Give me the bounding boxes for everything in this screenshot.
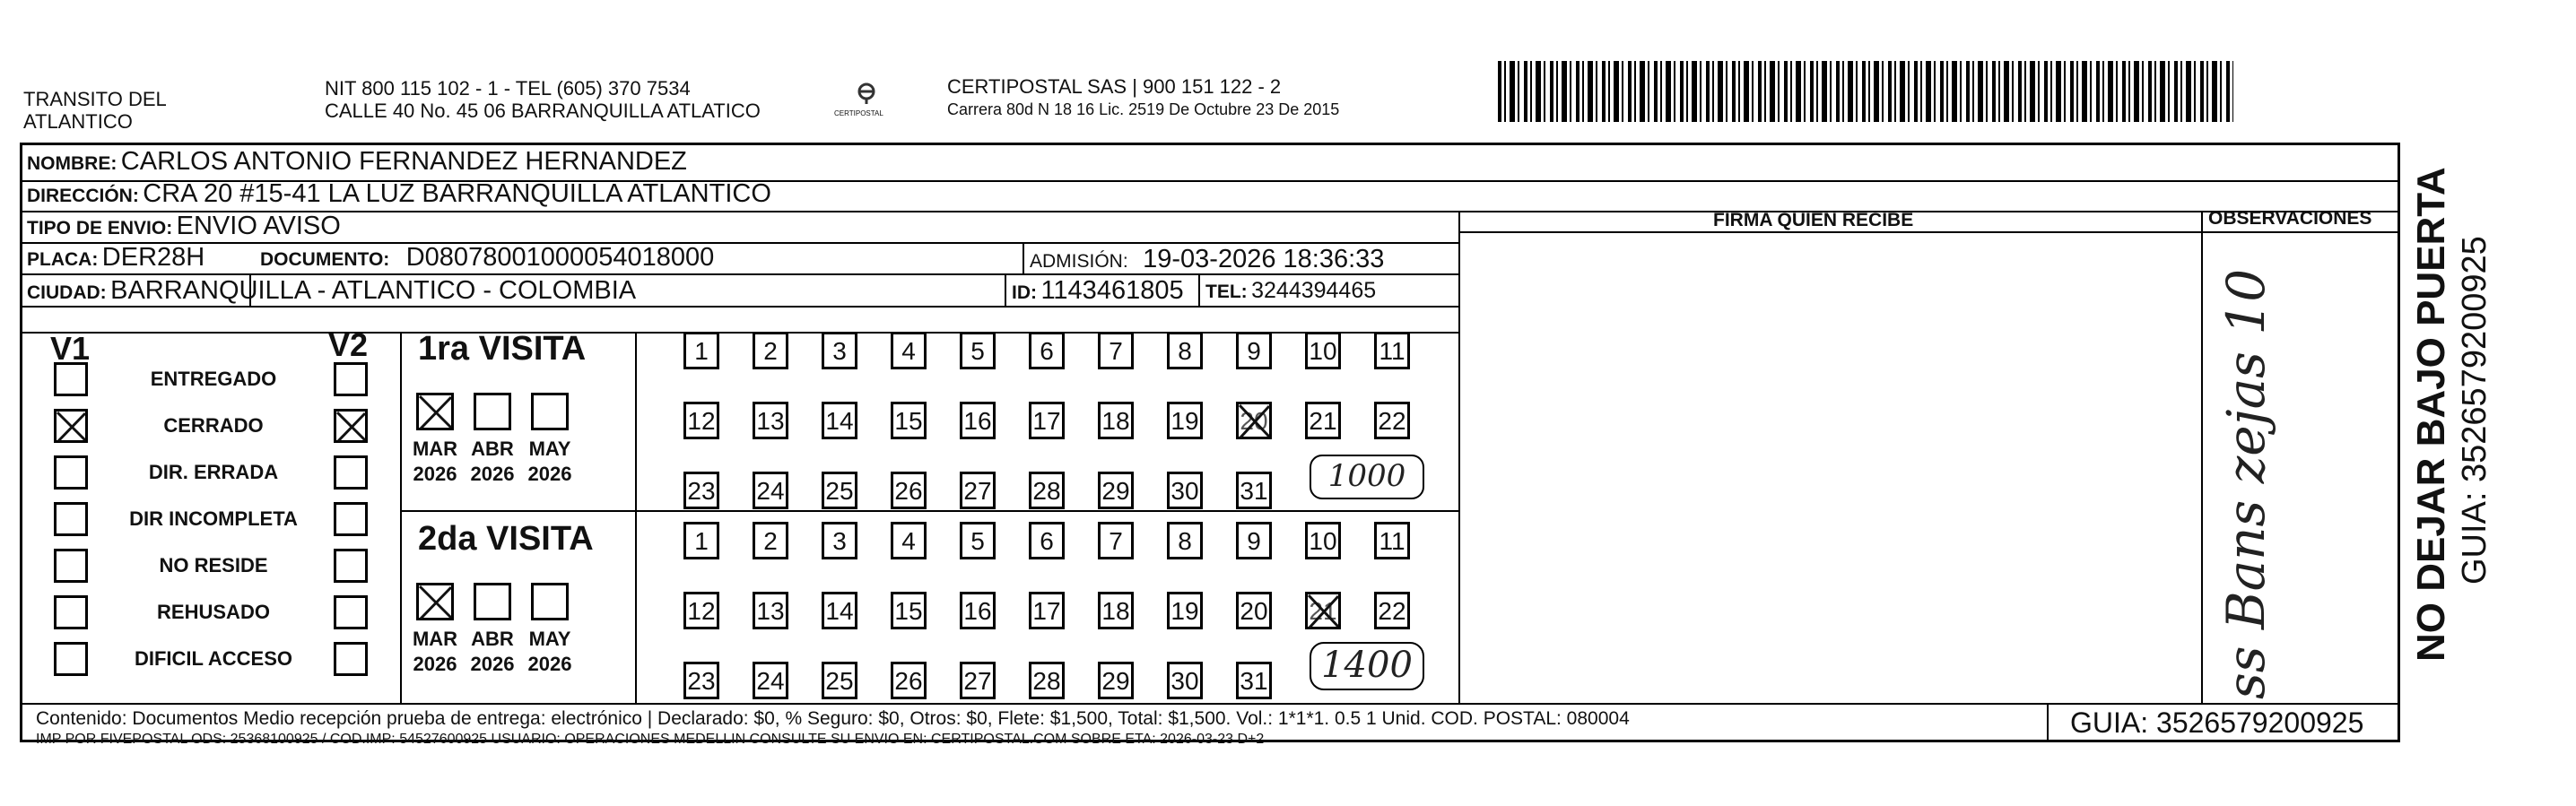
- name-row: NOMBRE: CARLOS ANTONIO FERNANDEZ HERNANDEZ: [27, 147, 687, 176]
- v2-checkbox[interactable]: [334, 409, 368, 443]
- visit1-time-handwritten: 1000: [1310, 455, 1424, 499]
- visit1-day-cell[interactable]: 9: [1236, 332, 1272, 369]
- visit2-day-cell[interactable]: 17: [1029, 592, 1065, 629]
- visit1-day-cell[interactable]: 20: [1236, 402, 1272, 439]
- visit2-month-label: MAR: [412, 628, 458, 650]
- recipient-name: CARLOS ANTONIO FERNANDEZ HERNANDEZ: [120, 147, 687, 176]
- admission-field: ADMISIÓN: 19-03-2026 18:36:33: [1030, 245, 1385, 273]
- visit2-day-cell[interactable]: 7: [1098, 522, 1134, 559]
- visit1-month-checkbox[interactable]: [531, 393, 569, 430]
- visit1-day-cell[interactable]: 16: [960, 402, 996, 439]
- visit1-day-cell[interactable]: 31: [1236, 472, 1272, 509]
- visit1-day-cell[interactable]: 27: [960, 472, 996, 509]
- visit1-day-cell[interactable]: 24: [753, 472, 788, 509]
- check-mark-icon: [417, 394, 455, 431]
- check-mark-icon: [55, 410, 89, 444]
- certipostal-logo: CERTIPOSTAL: [834, 77, 897, 122]
- v2-checkbox[interactable]: [334, 455, 368, 490]
- v1-checkbox[interactable]: [54, 595, 88, 629]
- v2-checkbox[interactable]: [334, 502, 368, 536]
- status-option-label: NO RESIDE: [159, 554, 268, 576]
- visit2-day-cell[interactable]: 28: [1029, 662, 1065, 699]
- visit2-day-cell[interactable]: 30: [1167, 662, 1203, 699]
- company-info: CERTIPOSTAL SAS | 900 151 122 - 2 Carrera 80d N 18 16 Lic. 2519 De Octubre 23 De 2015: [947, 75, 1340, 118]
- visit1-day-cell[interactable]: 11: [1374, 332, 1410, 369]
- visit2-day-cell[interactable]: 4: [891, 522, 927, 559]
- v1-label: V1: [50, 330, 91, 367]
- visit1-month-checkbox[interactable]: [416, 393, 454, 430]
- observations-handwritten: ss Bans zejas 10: [2215, 268, 2276, 699]
- visit1-day-cell[interactable]: 18: [1098, 402, 1134, 439]
- visit2-day-cell[interactable]: 14: [822, 592, 857, 629]
- plate-field: PLACA: DER28H: [27, 243, 205, 272]
- visit1-day-cell[interactable]: 10: [1305, 332, 1341, 369]
- visit1-day-cell[interactable]: 30: [1167, 472, 1203, 509]
- sender-name: TRANSITO DEL ATLANTICO: [23, 88, 167, 133]
- check-mark-icon: [1306, 593, 1342, 630]
- side-guia: GUIA: 3526579200925: [2456, 236, 2493, 585]
- visit2-day-cell[interactable]: 26: [891, 662, 927, 699]
- visit2-day-cell[interactable]: 13: [753, 592, 788, 629]
- status-option-label: ENTREGADO: [150, 368, 277, 390]
- barcode: [1498, 61, 2233, 122]
- visit1-day-cell[interactable]: 3: [822, 332, 857, 369]
- visit1-day-cell[interactable]: 12: [683, 402, 719, 439]
- visit1-day-cell[interactable]: 5: [960, 332, 996, 369]
- v1-checkbox[interactable]: [54, 549, 88, 583]
- visit1-year-label: 2026: [470, 463, 515, 485]
- visit1-month-label: ABR: [471, 438, 514, 460]
- check-mark-icon: [1237, 403, 1273, 440]
- visit1-month-label: MAR: [412, 438, 458, 460]
- recipient-address: CRA 20 #15-41 LA LUZ BARRANQUILLA ATLANTICO: [143, 179, 771, 208]
- visit2-year-label: 2026: [527, 653, 572, 675]
- visit1-day-cell[interactable]: 6: [1029, 332, 1065, 369]
- visit1-day-cell[interactable]: 8: [1167, 332, 1203, 369]
- check-mark-icon: [417, 584, 455, 621]
- no-dejar-warning: NO DEJAR BAJO PUERTA: [2409, 167, 2453, 662]
- visit1-day-cell[interactable]: 13: [753, 402, 788, 439]
- document-field: DOCUMENTO: D08078001000054018000: [260, 243, 715, 272]
- visit1-day-cell[interactable]: 17: [1029, 402, 1065, 439]
- visit2-day-cell[interactable]: 6: [1029, 522, 1065, 559]
- visit2-day-cell[interactable]: 5: [960, 522, 996, 559]
- visit2-day-cell[interactable]: 31: [1236, 662, 1272, 699]
- visit2-day-cell[interactable]: 24: [753, 662, 788, 699]
- v2-label: V2: [328, 326, 369, 363]
- visit2-year-label: 2026: [413, 653, 457, 675]
- visit1-day-cell[interactable]: 15: [891, 402, 927, 439]
- visit2-day-cell[interactable]: 9: [1236, 522, 1272, 559]
- visit1-year-label: 2026: [527, 463, 572, 485]
- visit1-day-cell[interactable]: 19: [1167, 402, 1203, 439]
- visit1-month-checkbox[interactable]: [474, 393, 511, 430]
- visit1-day-cell[interactable]: 26: [891, 472, 927, 509]
- sender-contact: NIT 800 115 102 - 1 - TEL (605) 370 7534 CALLE 40 No. 45 06 BARRANQUILLA ATLATICO: [325, 77, 761, 122]
- visit2-day-cell[interactable]: 18: [1098, 592, 1134, 629]
- visit1-day-cell[interactable]: 23: [683, 472, 719, 509]
- visit2-day-cell[interactable]: 23: [683, 662, 719, 699]
- visit2-day-cell[interactable]: 29: [1098, 662, 1134, 699]
- status-option-label: DIFICIL ACCESO: [134, 647, 292, 670]
- status-option-label: DIR INCOMPLETA: [129, 507, 298, 530]
- visit1-year-label: 2026: [413, 463, 457, 485]
- visit2-day-cell[interactable]: 25: [822, 662, 857, 699]
- visit2-title: 2da VISITA: [418, 520, 594, 558]
- visit2-month-checkbox[interactable]: [416, 583, 454, 620]
- check-mark-icon: [335, 410, 369, 444]
- v2-checkbox[interactable]: [334, 595, 368, 629]
- v2-checkbox[interactable]: [334, 362, 368, 396]
- observations-header: OBSERVACIONES: [2208, 208, 2372, 229]
- visit1-day-cell[interactable]: 25: [822, 472, 857, 509]
- visit1-day-cell[interactable]: 22: [1374, 402, 1410, 439]
- visit2-time-handwritten: 1400: [1310, 642, 1424, 690]
- visit1-title: 1ra VISITA: [418, 330, 587, 368]
- id-field: ID: 1143461805: [1012, 276, 1184, 305]
- visit2-day-cell[interactable]: 1: [683, 522, 719, 559]
- visit1-day-cell[interactable]: 14: [822, 402, 857, 439]
- visit2-day-cell[interactable]: 22: [1374, 592, 1410, 629]
- visit2-month-label: ABR: [471, 628, 514, 650]
- v1-checkbox[interactable]: [54, 455, 88, 490]
- visit1-day-cell[interactable]: 28: [1029, 472, 1065, 509]
- visit2-day-cell[interactable]: 2: [753, 522, 788, 559]
- imp-line: IMP POR FIVEPOSTAL ODS: 25368100925 / COD.IMP: 54527600925 USUARIO: OPERACIONES MEDELLIN CONSULTE SU ENVIO EN: CERTIPOSTAL.COM SOBRE ETA: 2026-03-23 D+2: [36, 732, 1265, 747]
- status-option-label: REHUSADO: [157, 601, 270, 623]
- visit2-day-cell[interactable]: 12: [683, 592, 719, 629]
- visit1-day-cell[interactable]: 1: [683, 332, 719, 369]
- visit2-day-cell[interactable]: 16: [960, 592, 996, 629]
- status-option-label: DIR. ERRADA: [148, 461, 279, 483]
- visit1-day-cell[interactable]: 4: [891, 332, 927, 369]
- visit2-day-cell[interactable]: 21: [1305, 592, 1341, 629]
- tel-field: TEL: 3244394465: [1205, 278, 1377, 303]
- visit2-day-cell[interactable]: 19: [1167, 592, 1203, 629]
- signature-header: FIRMA QUIEN RECIBE: [1713, 210, 1914, 230]
- visit2-day-cell[interactable]: 10: [1305, 522, 1341, 559]
- visit2-month-checkbox[interactable]: [531, 583, 569, 620]
- visit1-day-cell[interactable]: 7: [1098, 332, 1134, 369]
- send-type-row: TIPO DE ENVIO: ENVIO AVISO: [27, 212, 341, 240]
- v1-checkbox[interactable]: [54, 642, 88, 676]
- v2-checkbox[interactable]: [334, 642, 368, 676]
- visit2-year-label: 2026: [470, 653, 515, 675]
- visit1-month-label: MAY: [528, 438, 571, 460]
- content-line: Contenido: Documentos Medio recepción prueba de entrega: electrónico | Declarado: $0, % Seguro: $0, Otros: $0, Flete: $1,500, Total: $1,500. Vol.: 1*1*1. 0.5 1 Unid. COD. POSTAL: 080004: [36, 708, 1630, 729]
- visit2-month-checkbox[interactable]: [474, 583, 511, 620]
- visit1-day-cell[interactable]: 21: [1305, 402, 1341, 439]
- v1-checkbox[interactable]: [54, 502, 88, 536]
- visit2-day-cell[interactable]: 20: [1236, 592, 1272, 629]
- address-row: DIRECCIÓN: CRA 20 #15-41 LA LUZ BARRANQUILLA ATLANTICO: [27, 179, 771, 208]
- visit1-day-cell[interactable]: 29: [1098, 472, 1134, 509]
- visit2-day-cell[interactable]: 3: [822, 522, 857, 559]
- v1-checkbox[interactable]: [54, 409, 88, 443]
- city-field: CIUDAD: BARRANQUILLA - ATLANTICO - COLOMBIA: [27, 276, 637, 305]
- visit2-day-cell[interactable]: 11: [1374, 522, 1410, 559]
- visit2-day-cell[interactable]: 27: [960, 662, 996, 699]
- v2-checkbox[interactable]: [334, 549, 368, 583]
- guia-box: GUIA: 3526579200925: [2070, 706, 2364, 739]
- visit2-day-cell[interactable]: 15: [891, 592, 927, 629]
- visit2-day-cell[interactable]: 8: [1167, 522, 1203, 559]
- status-option-label: CERRADO: [163, 414, 264, 437]
- send-type: ENVIO AVISO: [176, 212, 341, 240]
- v1-checkbox[interactable]: [54, 362, 88, 396]
- visit2-month-label: MAY: [528, 628, 571, 650]
- visit1-day-cell[interactable]: 2: [753, 332, 788, 369]
